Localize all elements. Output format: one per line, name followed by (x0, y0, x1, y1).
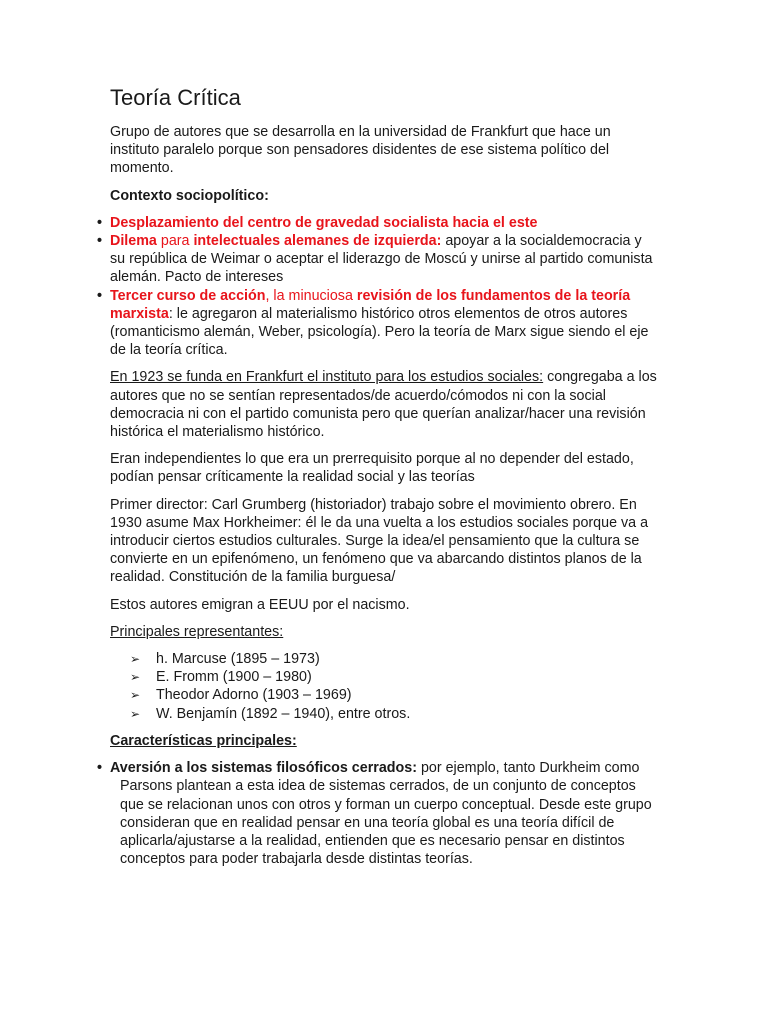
instituto-underlined: En 1923 se funda en Frankfurt el instituto para los estudios sociales: (110, 369, 544, 386)
arrow-bullet-icon: ➢ (130, 688, 141, 703)
contexto-heading: Contexto sociopolítico: (110, 187, 269, 204)
emigran-paragraph: Estos autores emigran a EEUU por el nacismo. (110, 596, 410, 613)
independientes-paragraph: Eran independientes lo que era un prerrequisito porque al no depender del estado, podían pensar críticamente la realidad social y las teorías (110, 451, 634, 486)
caracteristicas-list (96, 759, 660, 868)
list-item: ➢ Theodor Adorno (1903 – 1969) (130, 687, 352, 704)
director-paragraph: Primer director: Carl Grumberg (historiador) trabajo sobre el movimiento obrero. En 1930 asume Max Horkheimer: él le da una vuelta a los estudios sociales porque va a introducir ciertos estudios culturales. Surge la idea/el pensamiento que la cultura se convierte en un epifenómeno, un fenómeno que va abarcando distintos planos de la realidad. Constitución de la familia burguesa/ (110, 496, 649, 586)
contexto-item-1: • Desplazamiento del centro de gravedad socialista hacia el este (96, 214, 660, 232)
document-title: Teoría Crítica (110, 85, 241, 110)
arrow-bullet-icon: ➢ (130, 670, 141, 685)
list-item: ➢ E. Fromm (1900 – 1980) (130, 669, 312, 686)
representantes-list (130, 650, 660, 723)
representantes-heading: Principales representantes: (110, 623, 284, 640)
list-item: ➢ W. Benjamín (1892 – 1940), entre otros. (130, 705, 411, 722)
arrow-bullet-icon: ➢ (130, 706, 141, 721)
caracteristicas-heading: Características principales: (110, 732, 297, 749)
contexto-list (96, 214, 660, 360)
intro-paragraph: Grupo de autores que se desarrolla en la universidad de Frankfurt que hace un instituto paralelo porque son pensadores disidentes de ese sistema político del momento. (110, 124, 611, 177)
caracteristica-item-1: • Aversión a los sistemas filosóficos cerrados: por ejemplo, tanto Durkheim como Parsons plantean a esta idea de sistemas cerrados, de un conjunto de conceptos que se relacionan unos con otros y forman un cuerpo conceptual. Desde este grupo consideran que en realidad pensar en una teoría global es una teoría difícil de aplicarla/ajustarse a la realidad, entienden que es necesario pensar en distintos conceptos para poder trabajarla desde distintas teorías. (96, 759, 660, 868)
arrow-bullet-icon: ➢ (130, 652, 141, 667)
instituto-paragraph: En 1923 se funda en Frankfurt el instituto para los estudios sociales: congregaba a los autores que no se sentían representados/de acuerdo/cómodos ni con la social democracia ni con el partido comunista pero que querían analizar/hacer una revisión histórica el materialismo histórico. (110, 369, 657, 441)
document-body (110, 84, 660, 868)
contexto-item-2: • Dilema para intelectuales alemanes de izquierda: apoyar a la socialdemocracia y su república de Weimar o aceptar el liderazgo de Moscú y unirse al partido comunista alemán. Pacto de intereses (96, 232, 660, 287)
list-item: ➢ h. Marcuse (1895 – 1973) (130, 651, 320, 668)
contexto-item-3: • Tercer curso de acción, la minuciosa revisión de los fundamentos de la teoría marxista: le agregaron al materialismo histórico otros elementos de otros autores (romanticismo alemán, Weber, psicología). Pero la teoría de Marx sigue siendo el eje de la teoría crítica. (96, 287, 660, 360)
